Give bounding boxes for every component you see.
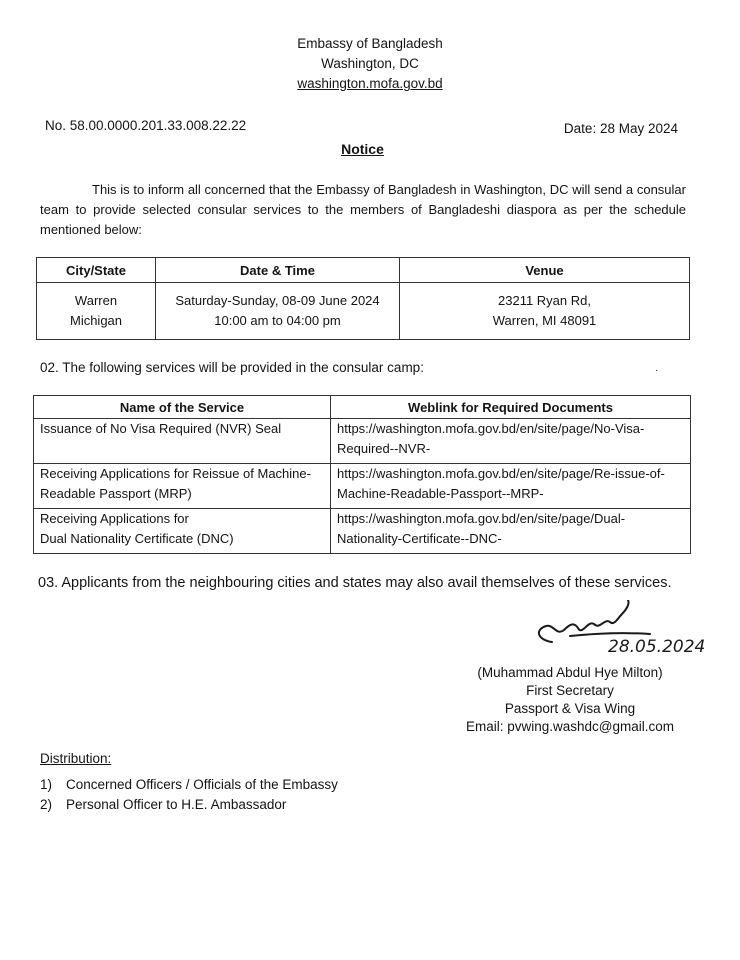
weblink-line: Nationality-Certificate--DNC- (337, 531, 502, 546)
signature-date: 28.05.2024 (608, 637, 706, 657)
weblink-line: Required--NVR- (337, 441, 431, 456)
city: Warren (74, 293, 118, 308)
signatory-designation: First Secretary (526, 683, 614, 698)
services-table (33, 395, 691, 554)
list-number: 1) (40, 777, 53, 792)
event-date: Saturday-Sunday, 08-09 June 2024 (175, 293, 380, 308)
service-weblink (331, 419, 691, 464)
stray-dot: · (655, 365, 659, 376)
letterhead (0, 34, 740, 94)
service-name-line: Readable Passport (MRP) (40, 486, 192, 501)
state: Michigan (69, 313, 123, 328)
list-text: Concerned Officers / Officials of the Embassy (66, 777, 338, 792)
schedule-table (36, 257, 690, 340)
table-row (34, 419, 691, 464)
service-weblink (331, 509, 691, 554)
cell-date-time (156, 283, 400, 340)
col-venue: Venue (400, 258, 690, 283)
col-weblink: Weblink for Required Documents (331, 396, 691, 419)
notice-date: Date: 28 May 2024 (563, 121, 678, 136)
service-weblink (331, 464, 691, 509)
venue-street: 23211 Ryan Rd, (498, 293, 591, 308)
embassy-name: Embassy of Bangladesh (297, 36, 443, 51)
signatory-name: (Muhammad Abdul Hye Milton) (477, 665, 663, 680)
reference-number: No. 58.00.0000.201.33.008.22.22 (45, 118, 247, 133)
list-number: 2) (40, 797, 53, 812)
embassy-website: washington.mofa.gov.bd (297, 76, 443, 91)
list-text: Personal Officer to H.E. Ambassador (66, 797, 287, 812)
services-header-row (34, 396, 691, 419)
service-name-line: Dual Nationality Certificate (DNC) (40, 531, 234, 546)
col-date-time: Date & Time (156, 258, 400, 283)
embassy-city: Washington, DC (321, 56, 419, 71)
table-row (34, 509, 691, 554)
intro-paragraph: This is to inform all concerned that the Embassy of Bangladesh in Washington, DC will send a consular team to provide selected consular services to the members of Bangladeshi diaspora as per the schedule mentioned below: (40, 182, 686, 237)
service-name (34, 419, 331, 464)
venue-city: Warren, MI 48091 (492, 313, 597, 328)
event-time: 10:00 am to 04:00 pm (214, 313, 341, 328)
schedule-header-row (37, 258, 690, 283)
list-item (40, 775, 338, 795)
services-intro: 02. The following services will be provided in the consular camp: (40, 360, 424, 375)
cell-venue (400, 283, 690, 340)
col-service-name: Name of the Service (34, 396, 331, 419)
distribution-list (40, 775, 338, 815)
service-name-line: Receiving Applications for Reissue of Machine- (40, 466, 311, 481)
service-name-line: Receiving Applications for (40, 511, 189, 526)
table-row (34, 464, 691, 509)
neighbouring-note: 03. Applicants from the neighbouring cities and states may also avail themselves of these services. (38, 575, 672, 591)
signature-stroke (539, 600, 650, 642)
signature (530, 600, 720, 670)
weblink-line: https://washington.mofa.gov.bd/en/site/page/Dual- (337, 511, 626, 526)
weblink-line: https://washington.mofa.gov.bd/en/site/page/No-Visa- (337, 421, 645, 436)
weblink-line: https://washington.mofa.gov.bd/en/site/page/Re-issue-of- (337, 466, 665, 481)
signatory-wing: Passport & Visa Wing (504, 701, 636, 716)
signatory-block (440, 664, 700, 736)
weblink-line: Machine-Readable-Passport--MRP- (337, 486, 544, 501)
service-name-line: Issuance of No Visa Required (NVR) Seal (40, 421, 282, 436)
distribution-title: Distribution: (40, 751, 112, 766)
signatory-email: Email: pvwing.washdc@gmail.com (465, 719, 675, 734)
schedule-row (37, 283, 690, 340)
list-item (40, 795, 338, 815)
service-name (34, 464, 331, 509)
cell-city-state (37, 283, 156, 340)
notice-title: Notice (341, 141, 384, 157)
service-name (34, 509, 331, 554)
col-city-state: City/State (37, 258, 156, 283)
